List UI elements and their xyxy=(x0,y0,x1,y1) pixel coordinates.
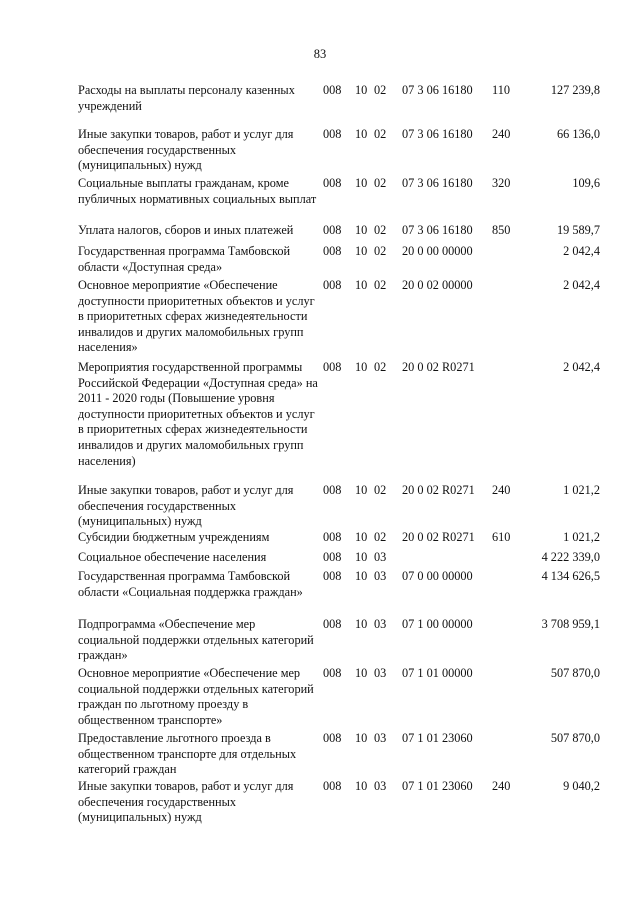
row-sum: 109,6 xyxy=(572,176,600,190)
budget-table xyxy=(0,83,640,829)
table-row xyxy=(0,779,640,829)
table-row xyxy=(0,360,640,483)
table-row xyxy=(0,483,640,530)
row-name: Субсидии бюджетным учреждениям xyxy=(78,530,270,544)
row-vr: 240 xyxy=(492,127,511,141)
row-rz: 10 xyxy=(355,530,368,544)
row-ved: 008 xyxy=(323,530,342,544)
row-pr: 02 xyxy=(374,127,387,141)
row-name: Основное мероприятие «Обеспечение мер социальной поддержки отдельных категорий граждан по льготному проезду в общественном транспорте» xyxy=(78,666,314,727)
row-sum: 2 042,4 xyxy=(563,244,600,258)
row-rz: 10 xyxy=(355,666,368,680)
row-ved: 008 xyxy=(323,483,342,497)
row-csr: 20 0 02 R0271 xyxy=(402,530,475,544)
row-name: Основное мероприятие «Обеспечение доступности приоритетных объектов и услуг в приоритетных сферах жизнедеятельности инвалидов и других маломобильных групп населения» xyxy=(78,278,315,355)
row-vr: 850 xyxy=(492,223,511,237)
row-pr: 03 xyxy=(374,617,387,631)
row-sum: 2 042,4 xyxy=(563,360,600,374)
row-ved: 008 xyxy=(323,176,342,190)
row-ved: 008 xyxy=(323,569,342,583)
table-row xyxy=(0,176,640,223)
row-pr: 03 xyxy=(374,666,387,680)
table-row xyxy=(0,223,640,244)
row-sum: 507 870,0 xyxy=(550,666,600,680)
row-pr: 03 xyxy=(374,731,387,745)
row-csr: 20 0 02 R0271 xyxy=(402,360,475,374)
row-sum: 127 239,8 xyxy=(550,83,600,97)
row-csr: 20 0 00 00000 xyxy=(402,244,473,258)
row-ved: 008 xyxy=(323,278,342,292)
row-csr: 07 1 01 00000 xyxy=(402,666,473,680)
table-row xyxy=(0,83,640,127)
row-csr: 07 1 00 00000 xyxy=(402,617,473,631)
table-row xyxy=(0,731,640,779)
table-row xyxy=(0,550,640,569)
row-pr: 02 xyxy=(374,360,387,374)
row-ved: 008 xyxy=(323,731,342,745)
table-row xyxy=(0,278,640,360)
row-sum: 19 589,7 xyxy=(556,223,600,237)
row-pr: 02 xyxy=(374,223,387,237)
table-row xyxy=(0,617,640,666)
row-name: Государственная программа Тамбовской области «Доступная среда» xyxy=(78,244,291,274)
row-rz: 10 xyxy=(355,550,368,564)
table-row xyxy=(0,569,640,617)
row-sum: 1 021,2 xyxy=(563,530,600,544)
row-rz: 10 xyxy=(355,779,368,793)
row-sum: 507 870,0 xyxy=(550,731,600,745)
row-name: Социальные выплаты гражданам, кроме публичных нормативных социальных выплат xyxy=(78,176,317,206)
row-vr: 320 xyxy=(492,176,511,190)
row-pr: 03 xyxy=(374,550,387,564)
table-row xyxy=(0,127,640,176)
row-pr: 03 xyxy=(374,779,387,793)
row-vr: 240 xyxy=(492,779,511,793)
row-csr: 07 1 01 23060 xyxy=(402,779,473,793)
row-csr: 07 0 00 00000 xyxy=(402,569,473,583)
row-rz: 10 xyxy=(355,731,368,745)
row-vr: 110 xyxy=(492,83,510,97)
row-csr: 07 1 01 23060 xyxy=(402,731,473,745)
row-name: Государственная программа Тамбовской области «Социальная поддержка граждан» xyxy=(78,569,303,599)
row-name: Уплата налогов, сборов и иных платежей xyxy=(78,223,294,237)
row-rz: 10 xyxy=(355,483,368,497)
row-pr: 02 xyxy=(374,176,387,190)
row-rz: 10 xyxy=(355,223,368,237)
row-vr: 240 xyxy=(492,483,511,497)
row-rz: 10 xyxy=(355,278,368,292)
row-ved: 008 xyxy=(323,666,342,680)
table-row xyxy=(0,530,640,550)
row-sum: 3 708 959,1 xyxy=(541,617,600,631)
row-pr: 02 xyxy=(374,83,387,97)
row-rz: 10 xyxy=(355,244,368,258)
row-name: Расходы на выплаты персоналу казенных учреждений xyxy=(78,83,295,113)
row-sum: 66 136,0 xyxy=(556,127,600,141)
row-csr: 20 0 02 R0271 xyxy=(402,483,475,497)
row-name: Социальное обеспечение населения xyxy=(78,550,267,564)
row-sum: 2 042,4 xyxy=(563,278,600,292)
row-ved: 008 xyxy=(323,244,342,258)
row-name: Предоставление льготного проезда в общественном транспорте для отдельных категорий граждан xyxy=(78,731,297,777)
row-sum: 4 222 339,0 xyxy=(541,550,600,564)
row-pr: 03 xyxy=(374,569,387,583)
row-ved: 008 xyxy=(323,779,342,793)
row-rz: 10 xyxy=(355,569,368,583)
row-ved: 008 xyxy=(323,360,342,374)
row-ved: 008 xyxy=(323,127,342,141)
page-number: 83 xyxy=(313,47,327,61)
row-name: Иные закупки товаров, работ и услуг для обеспечения государственных (муниципальных) нужд xyxy=(78,483,294,529)
row-ved: 008 xyxy=(323,223,342,237)
table-row xyxy=(0,666,640,731)
row-ved: 008 xyxy=(323,83,342,97)
row-vr: 610 xyxy=(492,530,511,544)
row-sum: 1 021,2 xyxy=(563,483,600,497)
row-name: Подпрограмма «Обеспечение мер социальной поддержки отдельных категорий граждан» xyxy=(78,617,314,663)
row-pr: 02 xyxy=(374,244,387,258)
row-rz: 10 xyxy=(355,127,368,141)
row-csr: 07 3 06 16180 xyxy=(402,127,473,141)
row-pr: 02 xyxy=(374,530,387,544)
row-pr: 02 xyxy=(374,278,387,292)
row-csr: 07 3 06 16180 xyxy=(402,223,473,237)
row-rz: 10 xyxy=(355,176,368,190)
row-ved: 008 xyxy=(323,550,342,564)
row-csr: 07 3 06 16180 xyxy=(402,83,473,97)
row-name: Мероприятия государственной программы Российской Федерации «Доступная среда» на 2011 - 2020 годы (Повышение уровня доступности приоритетных объектов и услуг в приоритетных сферах жизнедеятельности инвалидов и других маломобильных групп населения) xyxy=(78,360,318,468)
row-sum: 9 040,2 xyxy=(563,779,600,793)
row-ved: 008 xyxy=(323,617,342,631)
row-csr: 20 0 02 00000 xyxy=(402,278,473,292)
row-name: Иные закупки товаров, работ и услуг для обеспечения государственных (муниципальных) нужд xyxy=(78,779,294,825)
row-sum: 4 134 626,5 xyxy=(541,569,600,583)
table-row xyxy=(0,244,640,278)
row-rz: 10 xyxy=(355,83,368,97)
row-rz: 10 xyxy=(355,360,368,374)
row-name: Иные закупки товаров, работ и услуг для обеспечения государственных (муниципальных) нужд xyxy=(78,127,294,173)
row-csr: 07 3 06 16180 xyxy=(402,176,473,190)
row-rz: 10 xyxy=(355,617,368,631)
row-pr: 02 xyxy=(374,483,387,497)
